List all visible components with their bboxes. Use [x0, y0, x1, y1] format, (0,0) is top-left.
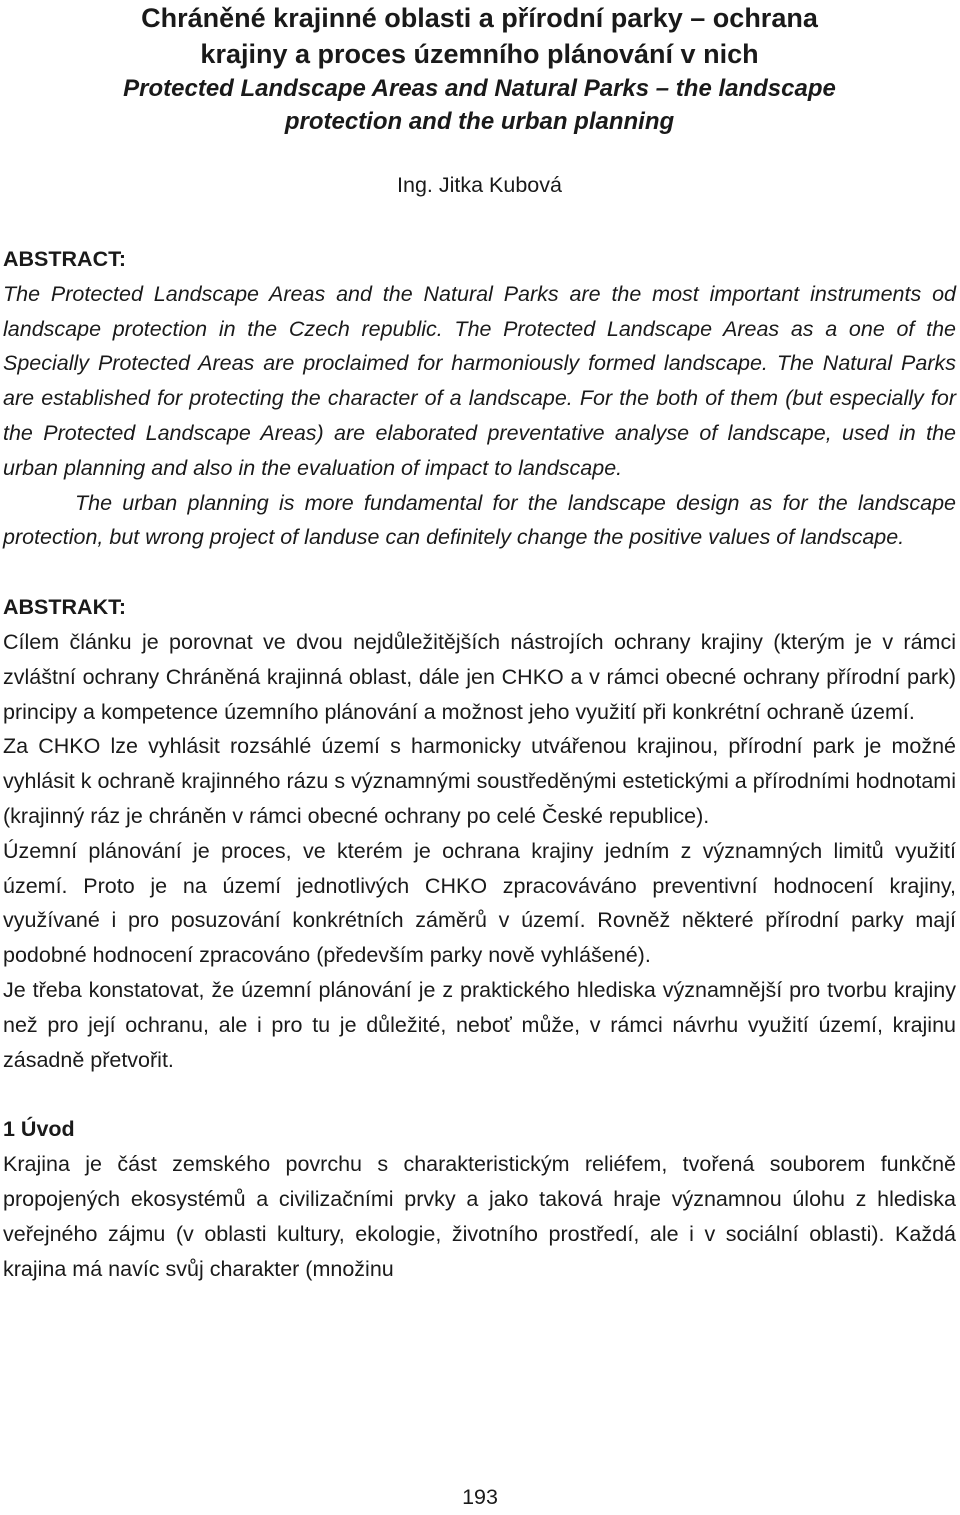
abstract-cz-paragraph-1: Cílem článku je porovnat ve dvou nejdůležitějších nástrojích ochrany krajiny (kterým je v rámci zvláštní ochrany Chráněná krajinná oblast, dále jen CHKO a v rámci obecné ochrany přírodní park) principy a kompetence územního plánování a možnost jeho využití při konkrétní ochraně území.	[3, 629, 956, 724]
abstract-en-paragraph-1: The Protected Landscape Areas and the Natural Parks are the most important instruments od landscape protection in the Czech republic. The Protected Landscape Areas as a one of the Specially Protected Areas are proclaimed for harmoniously formed landscape. The Natural Parks are established for protecting the character of a landscape. For the both of them (but especially for the Protected Landscape Areas) are elaborated preventative analyse of landscape, used in the urban planning and also in the evaluation of impact to landscape.	[3, 281, 956, 480]
abstract-english	[3, 242, 956, 555]
author: Ing. Jitka Kubová	[397, 173, 562, 197]
title-en-line2: protection and the urban planning	[284, 108, 675, 135]
section-1-heading: 1 Úvod	[3, 1117, 75, 1142]
abstract-en-paragraph-2: The urban planning is more fundamental for the landscape design as for the landscape protection, but wrong project of landuse can definitely change the positive values of landscape.	[3, 490, 956, 550]
abstract-cz-heading: ABSTRAKT:	[3, 595, 127, 620]
title-czech	[3, 0, 956, 72]
abstract-czech	[3, 590, 956, 1077]
page-number: 193	[462, 1485, 498, 1509]
title-cz-line1: Chráněné krajinné oblasti a přírodní parky – ochrana	[141, 3, 818, 33]
abstract-cz-paragraph-3: Územní plánování je proces, ve kterém je ochrana krajiny jedním z významných limitů využití území. Proto je na území jednotlivých CHKO zpracováváno preventivní hodnocení krajiny, využívané i pro posuzování konkrétních záměrů v území. Rovněž některé přírodní parky mají podobné hodnocení zpracováno (především parky nově vyhlášené).	[3, 838, 956, 968]
section-1-paragraph-1: Krajina je část zemského povrchu s charakteristickým reliéfem, tvořená souborem funkčně propojených ekosystémů a civilizačními prvky a jako taková hraje významnou úlohu z hlediska veřejného zájmu (v oblasti kultury, ekologie, životního prostředí, ale i v sociální oblasti). Každá krajina má navíc svůj charakter (množinu	[3, 1152, 956, 1281]
abstract-en-heading: ABSTRACT:	[3, 247, 127, 271]
abstract-cz-paragraph-2: Za CHKO lze vyhlásit rozsáhlé území s harmonicky utvářenou krajinou, přírodní park je možné vyhlásit k ochraně krajinného rázu s významnými soustředěnými estetickými a přírodními hodnotami (krajinný ráz je chráněn v rámci obecné ochrany po celé České republice).	[3, 734, 956, 828]
title-english	[3, 72, 956, 138]
title-cz-line2: krajiny a proces územního plánování v nich	[200, 39, 759, 69]
title-en-line1: Protected Landscape Areas and Natural Parks – the landscape	[123, 75, 836, 102]
abstract-cz-paragraph-4: Je třeba konstatovat, že územní plánování je z praktického hlediska významnější pro tvorbu krajiny než pro její ochranu, ale i pro tu je důležité, neboť může, v rámci návrhu využití území, krajinu zásadně přetvořit.	[3, 977, 956, 1072]
section-introduction	[3, 1112, 956, 1286]
